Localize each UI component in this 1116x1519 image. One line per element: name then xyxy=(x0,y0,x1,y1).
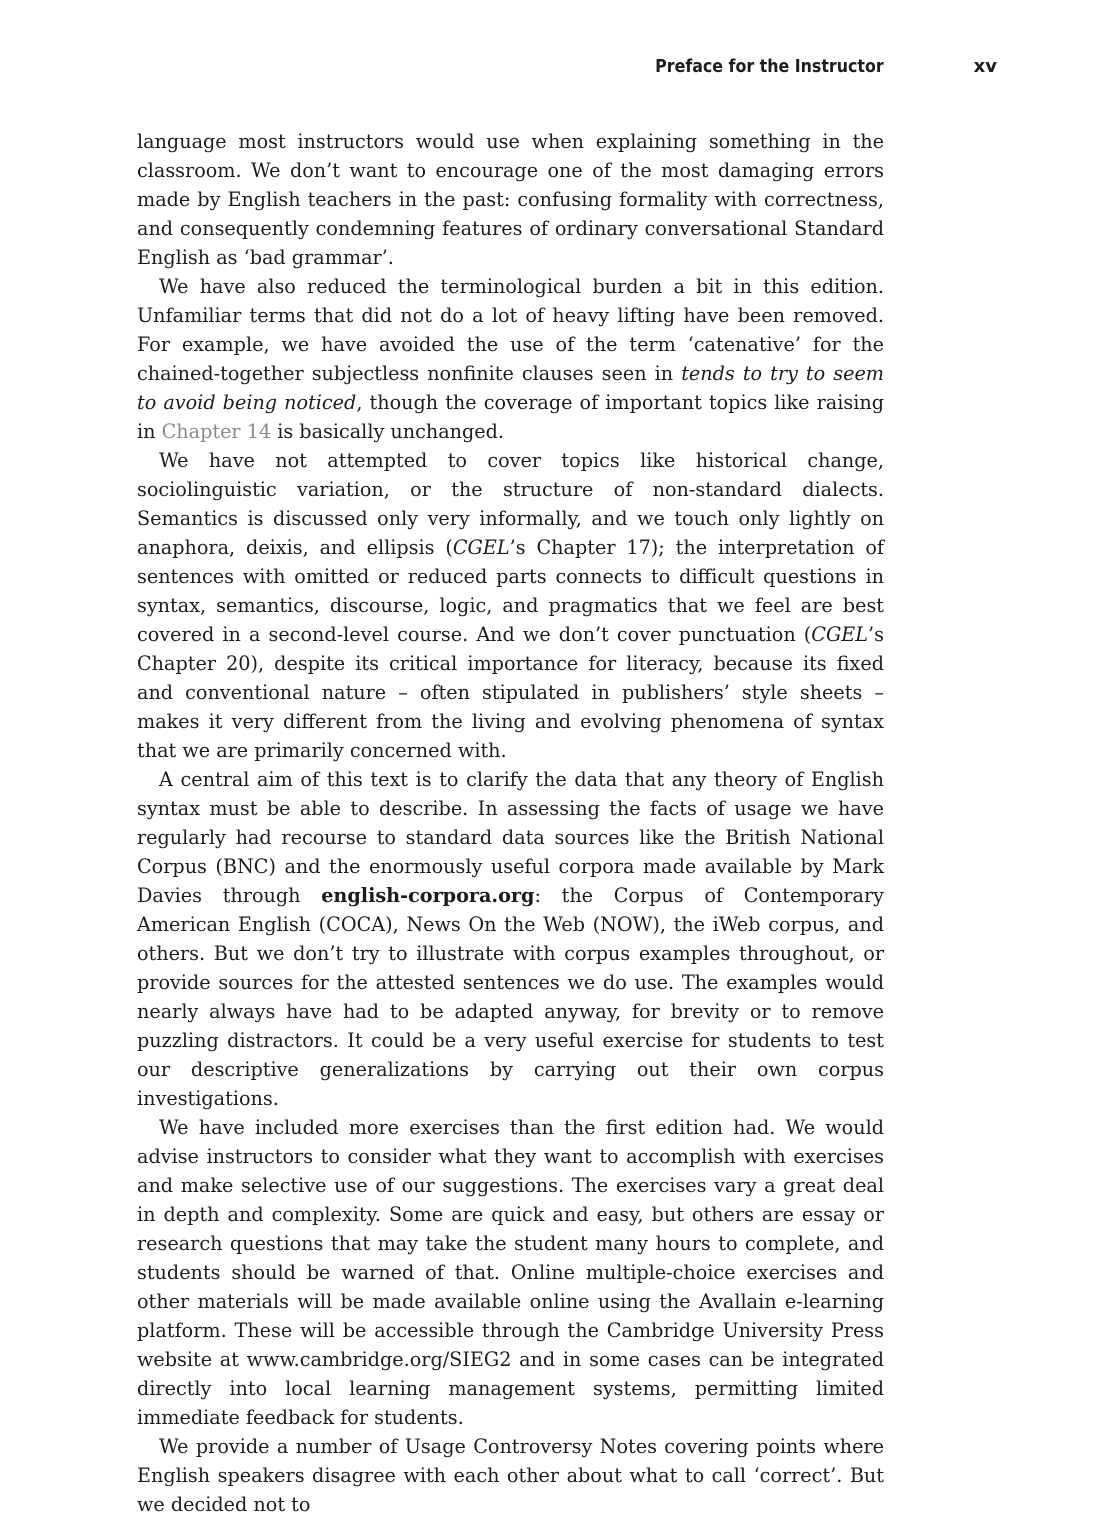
running-head-title: Preface for the Instructor xyxy=(655,56,884,77)
paragraph xyxy=(137,765,884,1113)
paragraph xyxy=(137,446,884,765)
text-run: is basically unchanged. xyxy=(271,420,505,443)
text-run: We have not attempted to cover topics like historical change, sociolinguistic variation, or the structure of non-standard dialects. Semantics is discussed only very informally, and we touch only lightly on anaphora, deixis, and ellipsis ( xyxy=(137,449,884,559)
text-run: language most instructors would use when explaining something in the classroom. We don’t want to encourage one of the most damaging errors made by English teachers in the past: confusing formality with correctness, and consequently condemning features of ordinary conversational Standard English as ‘bad grammar’. xyxy=(137,130,884,269)
cgel-reference: CGEL xyxy=(811,623,869,646)
text-run: , though the coverage of important topics like raising in xyxy=(137,391,884,443)
text-run: We provide a number of Usage Controversy Notes covering points where English speakers disagree with each other about what to call ‘correct’. But we decided not to xyxy=(137,1435,884,1516)
text-run: ’s Chapter 17); the interpretation of sentences with omitted or reduced parts connects to difficult questions in syntax, semantics, discourse, logic, and pragmatics that we feel are best covered in a second-level course. And we don’t cover punctuation ( xyxy=(137,536,884,646)
text-run: We have also reduced the terminological burden a bit in this edition. Unfamiliar terms that did not do a lot of heavy lifting have been removed. For example, we have avoided the use of the term ‘catenative’ for the chained-together subjectless nonfinite clauses seen in xyxy=(137,275,884,385)
body-text xyxy=(137,127,884,1519)
paragraph xyxy=(137,272,884,446)
cgel-reference: CGEL xyxy=(452,536,510,559)
paragraph xyxy=(137,127,884,272)
example-phrase: tends to try to seem to avoid being noticed xyxy=(137,362,884,414)
text-run: : the Corpus of Contemporary American English (COCA), News On the Web (NOW), the iWeb corpus, and others. But we don’t try to illustrate with corpus examples throughout, or provide sources for the attested sentences we do use. The examples would nearly always have had to be adapted anyway, for brevity or to remove puzzling distractors. It could be a very useful exercise for students to test our descriptive generalizations by carrying out their own corpus investigations. xyxy=(137,884,885,1110)
text-run: ’s Chapter 20), despite its critical importance for literacy, because its fixed and conventional nature – often stipulated in publishers’ style sheets – makes it very different from the living and evolving phenomena of syntax that we are primarily concerned with. xyxy=(137,623,884,762)
text-run: A central aim of this text is to clarify the data that any theory of English syntax must be able to describe. In assessing the facts of usage we have regularly had recourse to standard data sources like the British National Corpus (BNC) and the enormously useful corpora made available by Mark Davies through xyxy=(137,768,884,907)
text-run: We have included more exercises than the first edition had. We would advise instructors to consider what they want to accomplish with exercises and make selective use of our suggestions. The exercises vary a great deal in depth and complexity. Some are quick and easy, but others are essay or research questions that may take the student many hours to complete, and students should be warned of that. Online multiple-choice exercises and other materials will be made available online using the Avallain e-learning platform. These will be accessible through the Cambridge University Press website at www.cambridge.org/SIEG2 and in some cases can be integrated directly into local learning management systems, permitting limited immediate feedback for students. xyxy=(137,1116,884,1429)
page-number: xv xyxy=(973,56,997,77)
chapter-cross-reference-link[interactable]: Chapter 14 xyxy=(161,420,272,443)
paragraph xyxy=(137,1432,884,1519)
paragraph xyxy=(137,1113,884,1432)
running-head xyxy=(137,56,997,82)
website-name: english-​corpora.org xyxy=(321,884,535,907)
